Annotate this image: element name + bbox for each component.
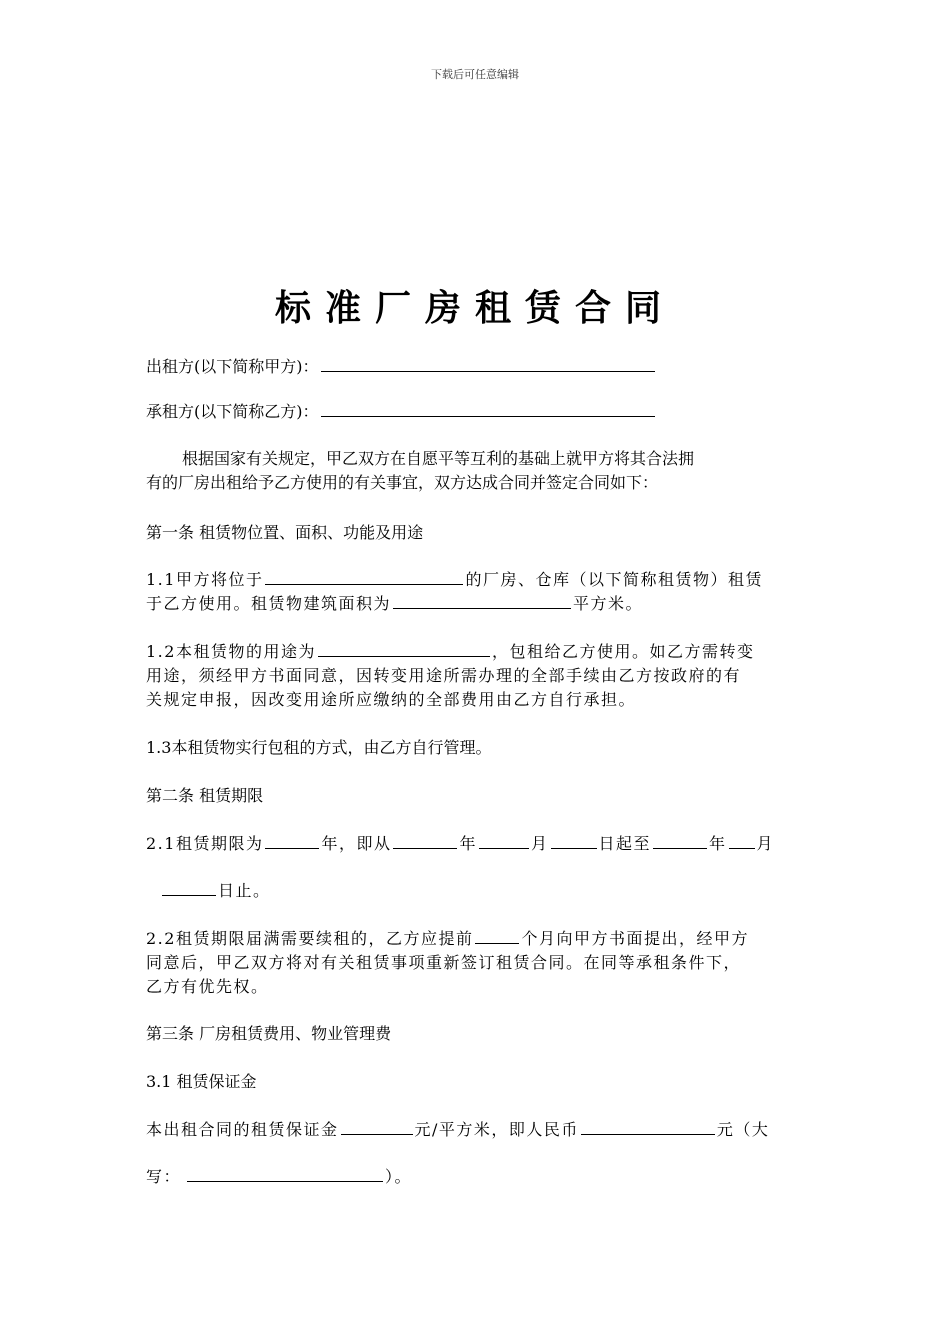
start-month-field[interactable] [479, 832, 529, 849]
clause-text: 本出租合同的租赁保证金 [146, 1120, 339, 1139]
clause-1-2-line-3: 关规定申报，因改变用途所应缴纳的全部费用由乙方自行承担。 [146, 690, 637, 709]
lessee-label: 承租方(以下简称乙方)： [146, 402, 319, 421]
lessor-label: 出租方(以下简称甲方)： [146, 357, 319, 376]
deposit-amount-field[interactable] [581, 1118, 715, 1135]
clause-text: 2.1租赁期限为 [146, 834, 264, 853]
clause-text: ，包租给乙方使用。如乙方需转变 [491, 642, 755, 661]
usage-field[interactable] [318, 640, 490, 657]
end-day-field[interactable] [162, 879, 216, 896]
clause-2-2-line-2: 同意后，甲乙双方将对有关租赁事项重新签订租赁合同。在同等承租条件下， [146, 953, 742, 972]
clause-2-2-line-3: 乙方有优先权。 [146, 977, 269, 996]
article2-heading: 第二条 租赁期限 [146, 786, 264, 805]
clause-1-2-line-2: 用途，须经甲方书面同意，因转变用途所需办理的全部手续由乙方按政府的有 [146, 666, 742, 685]
clause-text: 年 [709, 834, 727, 853]
lessee-line [146, 400, 657, 424]
start-year-field[interactable] [393, 832, 457, 849]
clause-text: 2.2租赁期限届满需要续租的，乙方应提前 [146, 929, 474, 948]
clause-1-2-line-1 [146, 640, 754, 664]
lessor-name-field[interactable] [321, 355, 655, 372]
location-field[interactable] [265, 568, 463, 585]
clause-text: 日止。 [218, 881, 271, 900]
clause-text: 年 [459, 834, 477, 853]
clause-text: 平方米。 [573, 594, 644, 613]
deposit-rate-field[interactable] [341, 1118, 413, 1135]
header-note: 下载后可任意编辑 [431, 68, 519, 81]
clause-text: 日起至 [598, 834, 652, 853]
clause-1-1-line-2 [146, 592, 643, 616]
clause-1-1-line-1 [146, 568, 763, 592]
intro-line-2: 有的厂房出租给予乙方使用的有关事宜，双方达成合同并签定合同如下： [146, 473, 659, 492]
clause-3-1-line-2 [146, 1165, 412, 1189]
clause-text: 的厂房、仓库（以下简称租赁物）租赁 [465, 570, 763, 589]
clause-1-3: 1.3本租赁物实行包租的方式，由乙方自行管理。 [146, 738, 492, 757]
clause-text: ）。 [385, 1167, 413, 1186]
clause-text: 于乙方使用。租赁物建筑面积为 [146, 594, 392, 613]
lessee-name-field[interactable] [321, 400, 655, 417]
clause-text: 元（大 [716, 1120, 770, 1139]
clause-text: 年，即从 [321, 834, 392, 853]
clause-2-1-line-1 [146, 832, 774, 856]
start-day-field[interactable] [551, 832, 597, 849]
end-month-field[interactable] [729, 832, 755, 849]
clause-3-1-heading: 3.1 租赁保证金 [146, 1072, 257, 1091]
clause-text: 1.2本租赁物的用途为 [146, 642, 316, 661]
clause-text: 月 [756, 834, 775, 853]
clause-text: 月 [530, 834, 549, 853]
clause-2-1-line-2 [160, 879, 271, 903]
lessor-line [146, 355, 657, 379]
clause-3-1-line-1 [146, 1118, 769, 1142]
area-field[interactable] [393, 592, 571, 609]
clause-text: 个月向甲方书面提出，经甲方 [521, 929, 749, 948]
end-year-field[interactable] [653, 832, 707, 849]
clause-2-2-line-1 [146, 927, 749, 951]
clause-text: 元/平方米，即人民币 [414, 1120, 579, 1139]
article1-heading: 第一条 租赁物位置、面积、功能及用途 [146, 523, 424, 542]
deposit-amount-words-field[interactable] [187, 1165, 383, 1182]
term-years-field[interactable] [265, 832, 319, 849]
intro-line-1: 根据国家有关规定，甲乙双方在自愿平等互利的基础上就甲方将其合法拥 [182, 449, 695, 468]
clause-text: 1.1甲方将位于 [146, 570, 264, 589]
article3-heading: 第三条 厂房租赁费用、物业管理费 [146, 1024, 392, 1043]
renewal-months-field[interactable] [475, 927, 519, 944]
clause-text: 写： [146, 1167, 182, 1186]
document-title: 标准厂房租赁合同 [274, 287, 675, 329]
